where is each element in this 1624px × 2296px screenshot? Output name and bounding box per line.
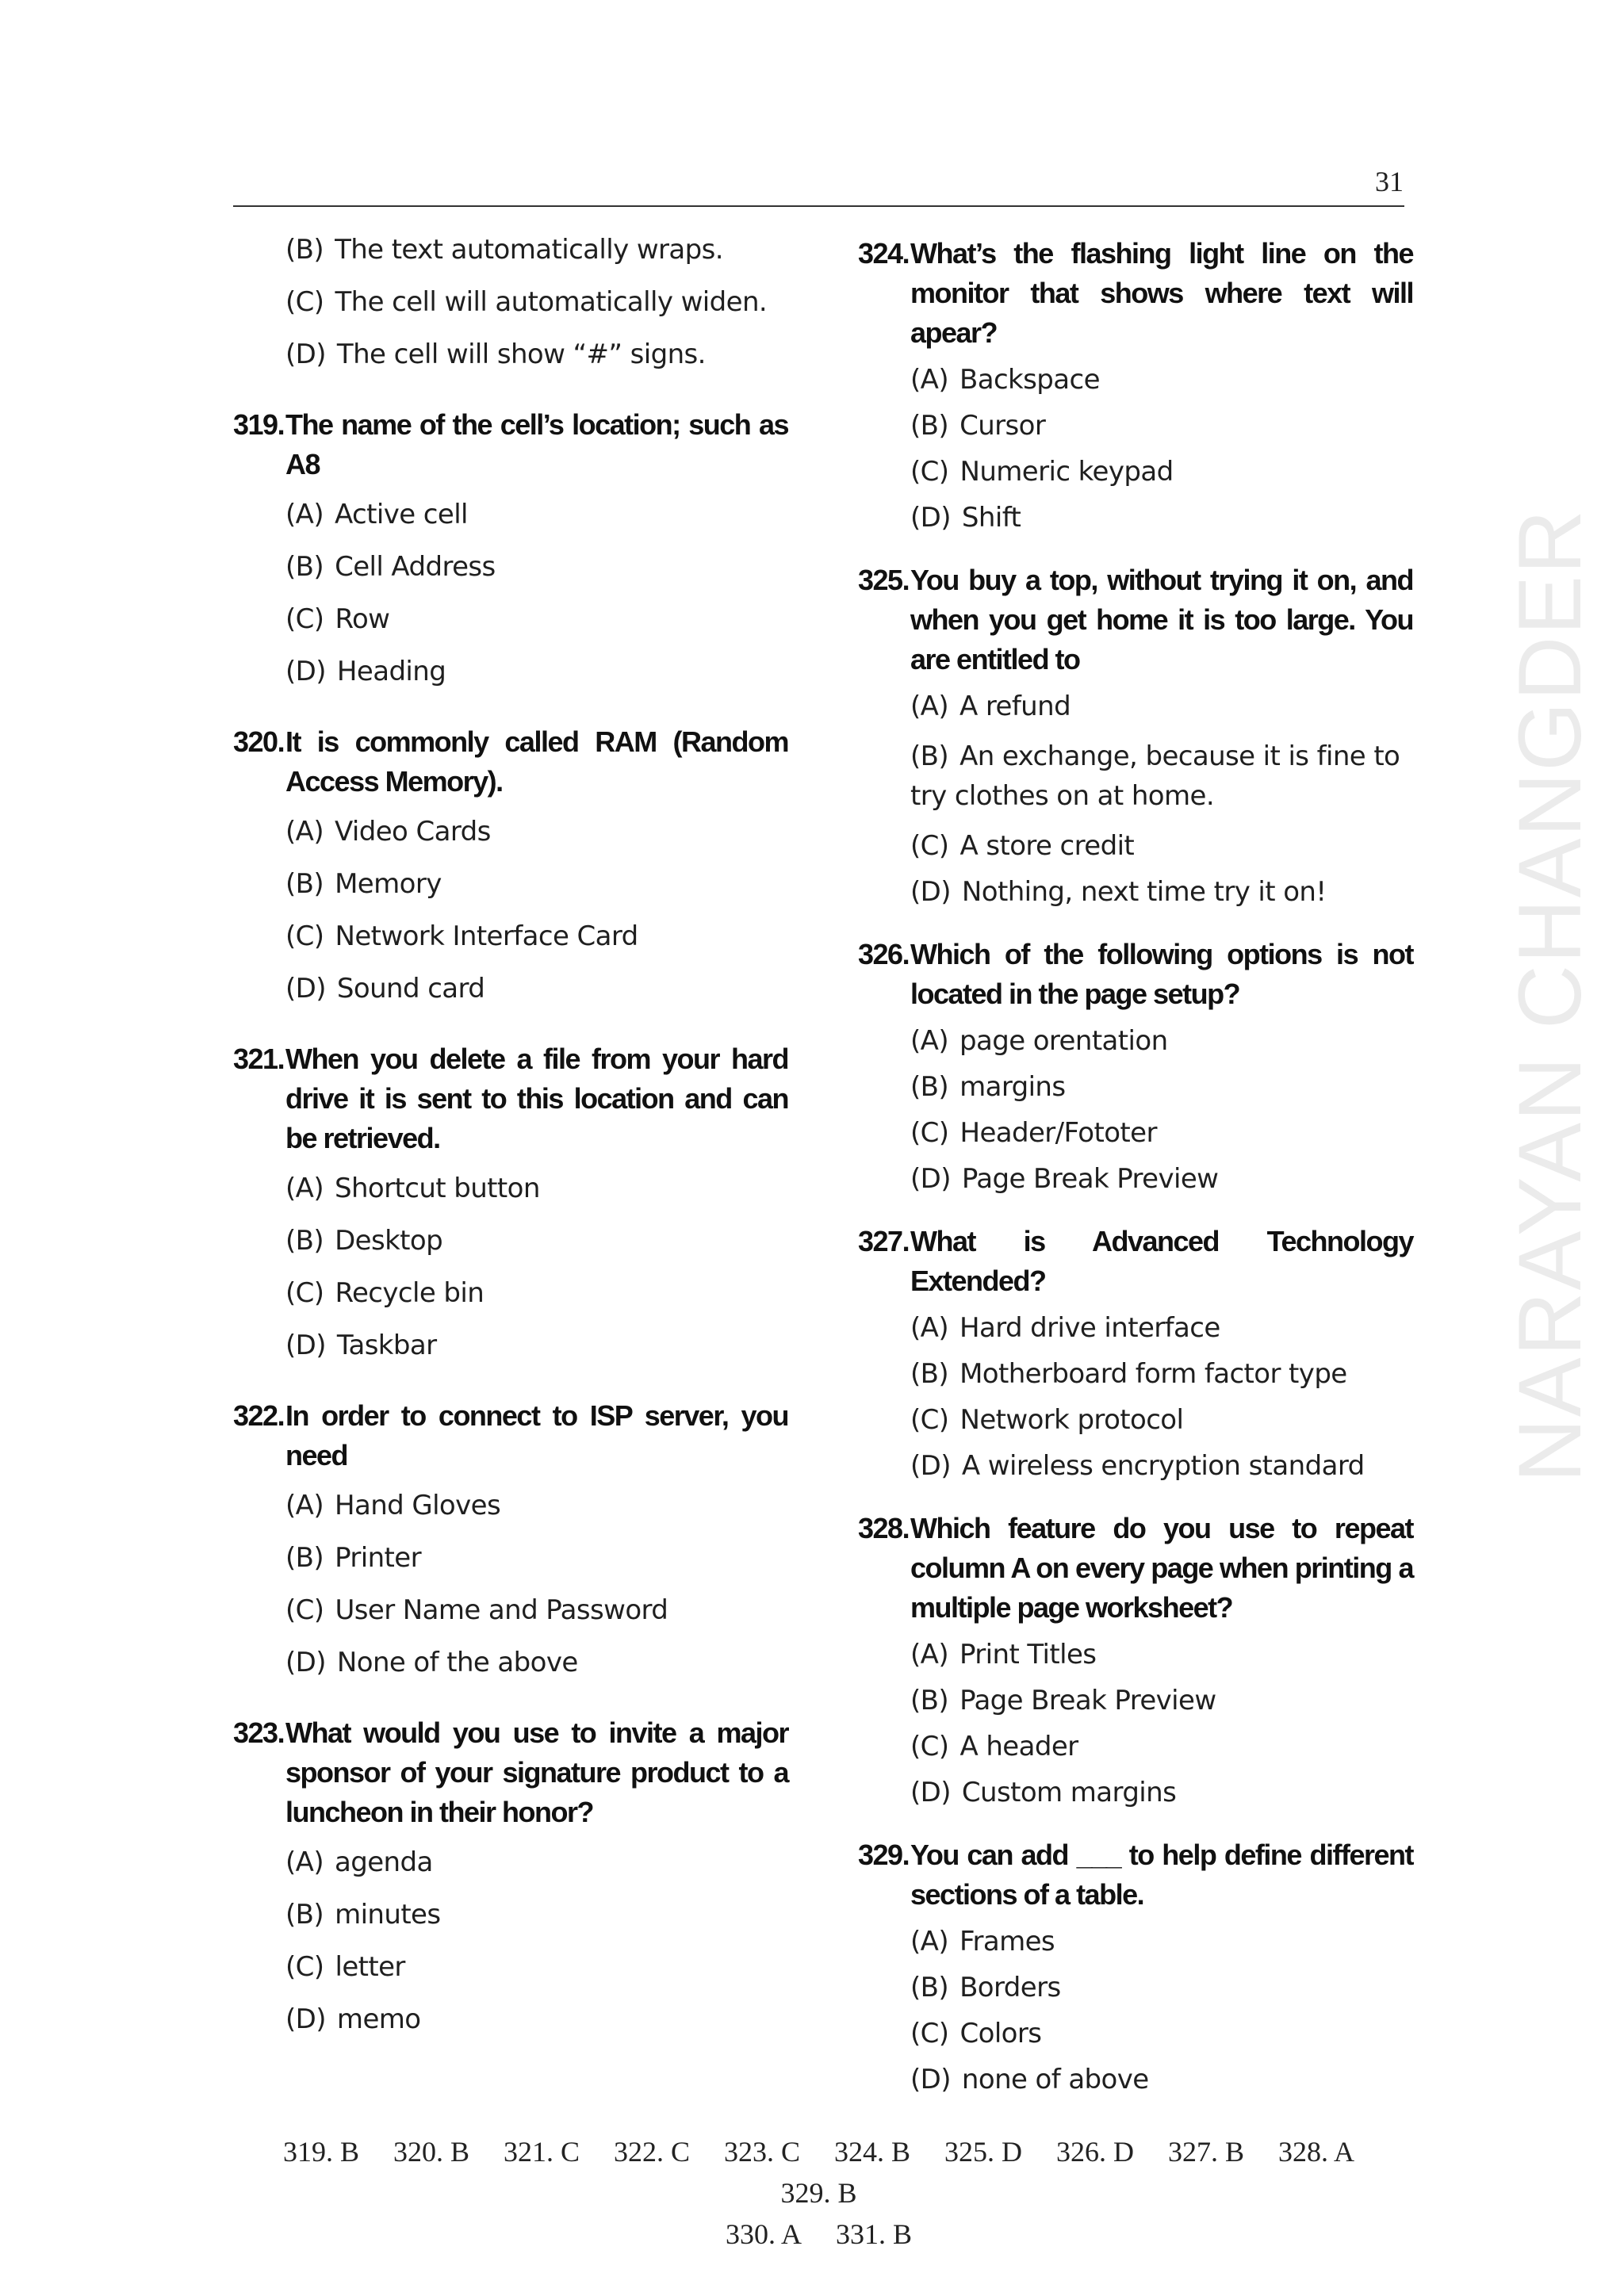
option-letter: (A) <box>910 1639 948 1670</box>
option-text: Hand Gloves <box>335 1490 501 1521</box>
question-block <box>233 1039 788 1361</box>
option-text: The text automatically wraps. <box>335 234 723 266</box>
option-letter: (D) <box>285 1647 326 1678</box>
option-letter: (B) <box>910 1685 949 1716</box>
option <box>910 1312 1413 1344</box>
option <box>285 339 788 370</box>
option <box>910 502 1413 534</box>
question <box>858 935 1413 1014</box>
question <box>233 405 788 484</box>
option-text: Hard drive interface <box>959 1312 1220 1344</box>
option <box>910 410 1413 442</box>
option-letter: (B) <box>285 551 324 583</box>
question-text: What is Advanced Technology Extended? <box>910 1225 1413 1297</box>
option-letter: (C) <box>285 286 324 318</box>
option-text: Taskbar <box>336 1330 437 1361</box>
option-letter: (C) <box>285 1951 324 1983</box>
option <box>910 1358 1413 1390</box>
option-letter: (C) <box>285 920 324 952</box>
option-text: memo <box>336 2003 421 2035</box>
question-number: 326. <box>858 938 910 970</box>
option-letter: (B) <box>285 1899 324 1931</box>
option <box>910 1685 1413 1716</box>
option-text: Printer <box>335 1542 421 1574</box>
question-text: When you delete a file from your hard drive it is sent to this location and can be retrieved. <box>285 1043 788 1154</box>
option-text: The cell will show “#” signs. <box>336 339 706 370</box>
option-letter: (A) <box>285 1846 324 1878</box>
option <box>910 691 1413 722</box>
option-text: Memory <box>335 868 442 900</box>
question-block <box>233 722 788 1004</box>
option-letter: (B) <box>910 1358 949 1390</box>
option <box>910 1071 1413 1103</box>
answer-item: 330. A <box>725 2218 802 2250</box>
question-text: What’s the flashing light line on the monitor that shows where text will apear? <box>910 237 1413 349</box>
option-text: A store credit <box>959 830 1135 862</box>
question-number: 325. <box>858 564 910 596</box>
option-text: None of the above <box>336 1647 578 1678</box>
option-text: Frames <box>959 1926 1055 1957</box>
question-text: Which of the following options is not located in the page setup? <box>910 938 1413 1010</box>
option-text: Cursor <box>959 410 1046 442</box>
question-number: 322. <box>233 1399 285 1432</box>
option-text: Row <box>335 603 390 635</box>
answer-item: 324. B <box>834 2136 911 2168</box>
answer-item: 325. D <box>944 2136 1023 2168</box>
watermark-text: NARAYAN CHANGDER <box>1500 508 1599 1483</box>
option-text: Active cell <box>335 499 468 530</box>
answer-item: 323. C <box>724 2136 801 2168</box>
left-column <box>233 234 788 2035</box>
option-text: Network protocol <box>959 1404 1184 1436</box>
option-text: User Name and Password <box>335 1594 668 1626</box>
option-letter: (B) <box>910 1972 949 2003</box>
option-letter: (D) <box>910 1450 951 1482</box>
option <box>910 1972 1413 2003</box>
question-text: The name of the cell’s location; such as A8 <box>285 408 788 480</box>
option-letter: (B) <box>285 868 324 900</box>
question <box>858 1835 1413 1915</box>
option-text: page orentation <box>959 1025 1168 1057</box>
option-text: margins <box>959 1071 1066 1103</box>
option-letter: (D) <box>910 2064 951 2095</box>
option-letter: (D) <box>910 1777 951 1808</box>
question-block <box>858 1509 1413 1808</box>
option-letter: (A) <box>285 1490 324 1521</box>
option-letter: (A) <box>910 691 948 722</box>
option-text: A header <box>959 1731 1078 1762</box>
question-text: You can add ___ to help define different sections of a table. <box>910 1839 1413 1911</box>
option-text: A wireless encryption standard <box>961 1450 1365 1482</box>
option <box>285 656 788 687</box>
option-text: Shortcut button <box>335 1173 540 1204</box>
option-text: The cell will automatically widen. <box>335 286 768 318</box>
option-letter: (B) <box>910 1071 949 1103</box>
question-number: 323. <box>233 1716 285 1749</box>
answer-item: 319. B <box>282 2136 359 2168</box>
question <box>858 234 1413 353</box>
option-letter: (C) <box>910 1117 949 1149</box>
option <box>910 1025 1413 1057</box>
question-block <box>858 1222 1413 1482</box>
question-number: 329. <box>858 1839 910 1871</box>
option-letter: (B) <box>910 410 949 442</box>
option-letter: (A) <box>285 499 324 530</box>
option-letter: (D) <box>910 502 951 534</box>
question <box>858 561 1413 679</box>
question-number: 327. <box>858 1225 910 1257</box>
option <box>910 2018 1413 2049</box>
option <box>910 1777 1413 1808</box>
question-block <box>858 935 1413 1195</box>
option-letter: (D) <box>910 876 951 908</box>
option-text: Backspace <box>959 364 1100 396</box>
question <box>858 1222 1413 1301</box>
option-letter: (B) <box>285 1225 324 1257</box>
answer-item: 327. B <box>1168 2136 1245 2168</box>
option <box>910 737 1413 816</box>
answer-item: 322. C <box>613 2136 690 2168</box>
question-text: Which feature do you use to repeat column A on every page when printing a multiple page worksheet? <box>910 1512 1413 1624</box>
question <box>858 1509 1413 1628</box>
option <box>910 830 1413 862</box>
option <box>910 1117 1413 1149</box>
option-letter: (A) <box>910 1025 948 1057</box>
answer-item: 329. B <box>780 2177 857 2209</box>
question-number: 321. <box>233 1043 285 1075</box>
option <box>910 1450 1413 1482</box>
option-text: Numeric keypad <box>959 456 1174 488</box>
option-letter: (C) <box>910 456 949 488</box>
answer-item: 331. B <box>836 2218 913 2250</box>
option-letter: (D) <box>285 656 326 687</box>
option-letter: (A) <box>285 816 324 848</box>
option-text: Colors <box>959 2018 1042 2049</box>
option <box>910 364 1413 396</box>
option-letter: (C) <box>910 1404 949 1436</box>
question-block <box>233 1713 788 2035</box>
option <box>285 1846 788 1878</box>
question <box>233 1039 788 1158</box>
carryover-options <box>233 234 788 370</box>
answer-item: 328. A <box>1278 2136 1355 2168</box>
question-number: 320. <box>233 725 285 758</box>
option-text: letter <box>335 1951 405 1983</box>
question <box>233 1713 788 1832</box>
option-letter: (C) <box>285 1594 324 1626</box>
option-text: Desktop <box>335 1225 443 1257</box>
option-text: Video Cards <box>335 816 491 848</box>
option-text: none of above <box>961 2064 1149 2095</box>
option-text: Page Break Preview <box>959 1685 1216 1716</box>
option <box>285 1542 788 1574</box>
option <box>285 603 788 635</box>
option <box>910 1163 1413 1195</box>
option-text: Sound card <box>336 973 485 1004</box>
option-text: A refund <box>959 691 1071 722</box>
header-rule <box>233 205 1404 207</box>
option <box>285 1899 788 1931</box>
answer-item: 321. C <box>503 2136 580 2168</box>
question-block <box>858 234 1413 534</box>
option-letter: (C) <box>285 603 324 635</box>
option-text: Shift <box>961 502 1021 534</box>
option-letter: (D) <box>910 1163 951 1195</box>
option-text: Page Break Preview <box>961 1163 1219 1195</box>
option <box>285 1951 788 1983</box>
page-number: 31 <box>1375 166 1404 197</box>
question-block <box>858 1835 1413 2095</box>
option <box>910 1731 1413 1762</box>
question-number: 328. <box>858 1512 910 1544</box>
question-number: 324. <box>858 237 910 270</box>
option-letter: (B) <box>285 1542 324 1574</box>
option-text: An exchange, because it is fine to try clothes on at home. <box>910 740 1400 812</box>
option <box>285 1594 788 1626</box>
option <box>285 499 788 530</box>
option-text: Network Interface Card <box>335 920 638 952</box>
option-letter: (D) <box>285 973 326 1004</box>
option-text: Recycle bin <box>335 1277 485 1309</box>
question-block <box>233 1396 788 1678</box>
option-letter: (B) <box>910 740 949 772</box>
option <box>910 456 1413 488</box>
option <box>910 876 1413 908</box>
option <box>285 286 788 318</box>
question-text: You buy a top, without trying it on, and when you get home it is too large. You are entitled to <box>910 564 1413 675</box>
question-block <box>233 405 788 687</box>
question <box>233 1396 788 1475</box>
option-text: Heading <box>336 656 446 687</box>
question-text: It is commonly called RAM (Random Access Memory). <box>285 725 788 798</box>
option <box>285 1490 788 1521</box>
option <box>285 920 788 952</box>
option-letter: (A) <box>285 1173 324 1204</box>
option <box>285 1277 788 1309</box>
option <box>285 234 788 266</box>
option <box>285 551 788 583</box>
option-text: agenda <box>335 1846 433 1878</box>
option-letter: (D) <box>285 1330 326 1361</box>
question-number: 319. <box>233 408 285 441</box>
option-letter: (D) <box>285 2003 326 2035</box>
option <box>910 2064 1413 2095</box>
option-letter: (C) <box>910 2018 949 2049</box>
option-letter: (A) <box>910 1312 948 1344</box>
option-text: Cell Address <box>335 551 496 583</box>
question-text: What would you use to invite a major sponsor of your signature product to a luncheon in their honor? <box>285 1716 788 1828</box>
option-text: Print Titles <box>959 1639 1097 1670</box>
option-text: Custom margins <box>961 1777 1177 1808</box>
option-text: minutes <box>335 1899 441 1931</box>
option <box>285 1173 788 1204</box>
option-letter: (B) <box>285 234 324 266</box>
option <box>285 1647 788 1678</box>
option-letter: (C) <box>910 1731 949 1762</box>
answer-key <box>233 2131 1404 2255</box>
option-letter: (A) <box>910 1926 948 1957</box>
option <box>285 1225 788 1257</box>
answer-item: 326. D <box>1056 2136 1135 2168</box>
answer-item: 320. B <box>393 2136 469 2168</box>
option-letter: (A) <box>910 364 948 396</box>
option-text: Header/Fototer <box>959 1117 1157 1149</box>
option-letter: (C) <box>910 830 949 862</box>
option <box>910 1926 1413 1957</box>
option-text: Motherboard form factor type <box>959 1358 1347 1390</box>
option <box>285 868 788 900</box>
question <box>233 722 788 802</box>
option-letter: (C) <box>285 1277 324 1309</box>
option-letter: (D) <box>285 339 326 370</box>
right-column <box>858 234 1413 2095</box>
option <box>285 1330 788 1361</box>
option <box>285 973 788 1004</box>
option <box>285 2003 788 2035</box>
option-text: Nothing, next time try it on! <box>961 876 1327 908</box>
question-text: In order to connect to ISP server, you need <box>285 1399 788 1471</box>
option <box>285 816 788 848</box>
question-block <box>858 561 1413 908</box>
option <box>910 1639 1413 1670</box>
option-text: Borders <box>959 1972 1061 2003</box>
option <box>910 1404 1413 1436</box>
